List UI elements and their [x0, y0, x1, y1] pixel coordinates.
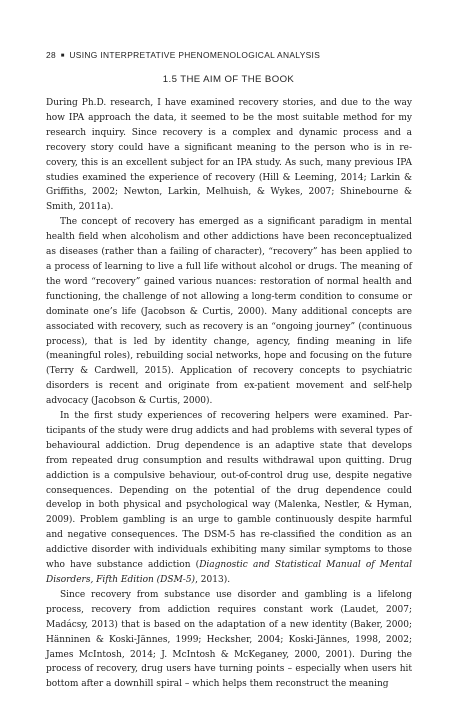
paragraph-2: The concept of recovery has emerged as a significant paradigm in mental health field when alcoholism and other addictions have been reconceptualized as diseases (rather than a failing of character), “recovery” has been applied to a process of learning to live a full life without alcohol or drugs. The meaning of the word “recovery” gained various nuances: restoration of normal health and functioning, the challenge of not allowing a long-term condition to consume or dominate one’s life (Jacobson & Curtis, 2000). Many additional concepts are associated with recovery, such as recovery is an “ongoing journey” (continuous process), that is led by identity change, agency, finding meaning in life (meaningful roles), rebuilding social networks, hope and focusing on the future (Terry & Cardwell, 2015). Application of recovery concepts to psychiatric disorders is recent and originate from ex-patient movement and self-help advocacy (Jacobson & Curtis, 2000). [46, 217, 412, 407]
paragraph-3 [46, 409, 412, 588]
separator-square: ■ [60, 53, 65, 59]
book-title: USING INTERPRETATIVE PHENOMENOLOGICAL ANALYSIS [69, 50, 321, 60]
dsm-citation-title: Diagnostic and Statistical Manual of Mental Disorders, Fifth Edition (DSM-5) [46, 560, 413, 585]
dsm-citation-tail: , 2013). [195, 575, 231, 585]
paragraph-1: During Ph.D. research, I have examined recovery stories, and due to the way how IPA approach the data, it seemed to be the most suitable method for my research inquiry. Since recovery is a complex and dynamic process and a recovery story could have a significant meaning to the person who is in recovery, this is an excellent subject for an IPA study. As such, many previous IPA studies examined the experience of recovery (Hill & Leeming, 2014; Larkin & Griffiths, 2002; Newton, Larkin, Melhuish, & Wykes, 2007; Shinebourne & Smith, 2011a). [46, 98, 412, 213]
body-text [46, 96, 412, 692]
page-number: 28 [46, 50, 57, 60]
running-head [46, 50, 320, 60]
paragraph-4: Since recovery from substance use disorder and gambling is a lifelong process, recovery from addiction requires constant work (Laudet, 2007; Madácsy, 2013) that is based on the adaptation of a new identity (Baker, 2000; Hänninen & Koski-Jännes, 1999; Hecksher, 2004; Koski-Jännes, 1998, 2002; James McIntosh, 2014; J. McIntosh & McKeganey, 2000, 2001). During the process of recovery, drug users have turning points – especially when users hit bottom after a downhill spiral – which helps them reconstruct the meaning [46, 589, 412, 690]
paragraph-3-text: In the first study experiences of recovering helpers were examined. Participants of the study were drug addicts and had problems with several types of behavioural addiction. Drug dependence is an adaptive state that develops from repeated drug consumption and results withdrawal upon quitting. Drug addiction is a compulsive behaviour, out-of-control drug use, despite negative consequences. Depending on the potential of the drug dependence could develop in both physical and psychological way (Malenka, Nestler, & Hyman, 2009). Problem gambling is an urge to gamble continuously despite harmful and negative consequences. The DSM-5 has re-classified the condition as an addictive disorder with individuals exhibiting many similar symptoms to those who have substance addiction ( [46, 411, 412, 571]
section-title: 1.5 THE AIM OF THE BOOK [162, 74, 295, 85]
